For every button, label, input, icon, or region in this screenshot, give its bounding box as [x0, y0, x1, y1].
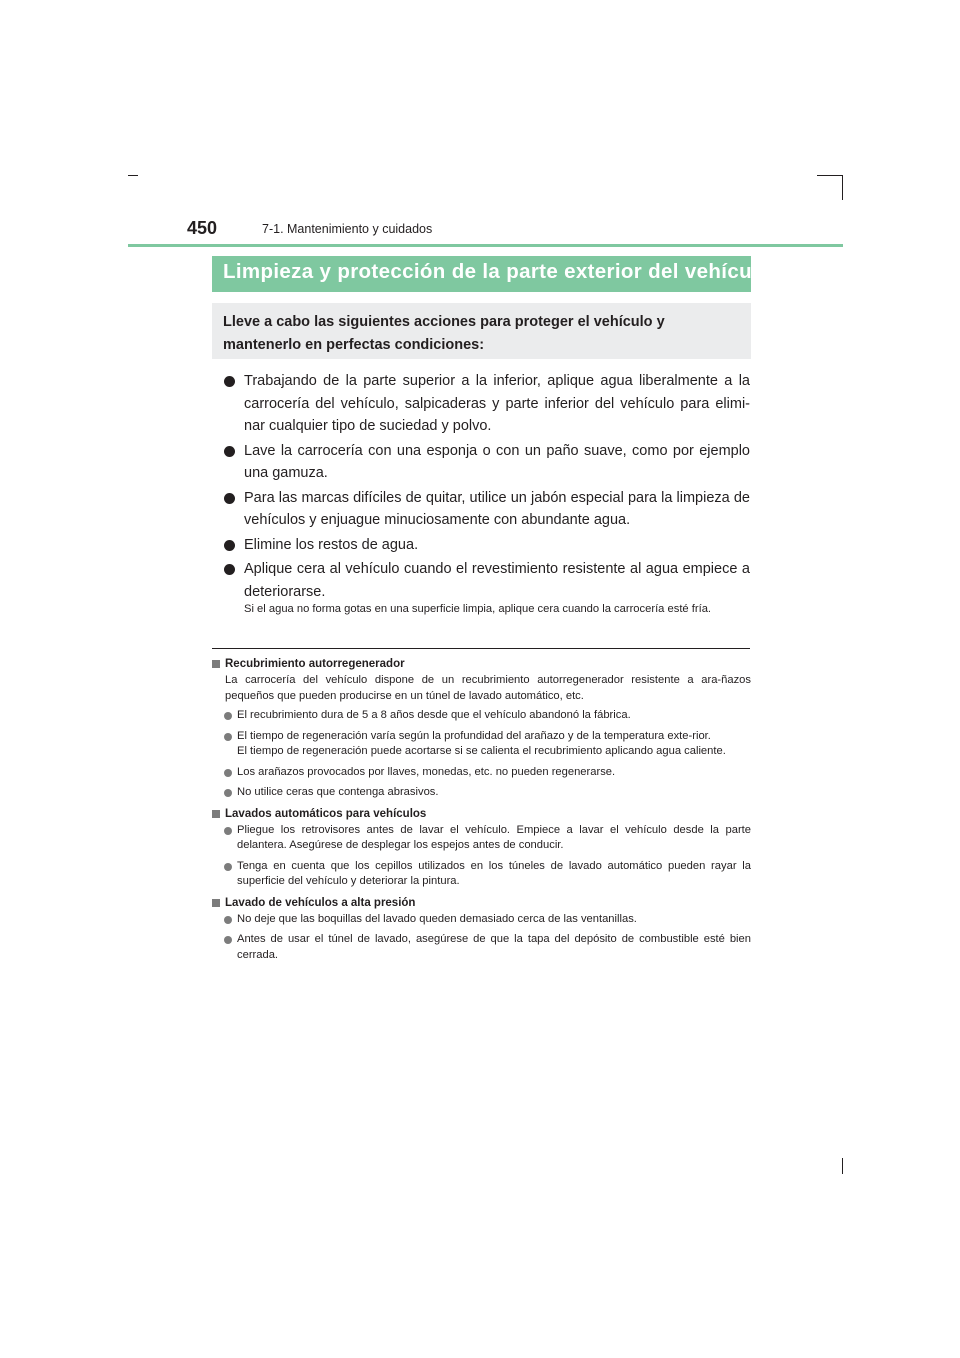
note-body: La carrocería del vehículo dispone de un recubrimiento autorregenerador resistente a ara-ñazos pequeños que pueden producirse en un túnel de lavado automático, etc.: [225, 674, 751, 702]
note-block-self-healing: [212, 656, 751, 801]
main-bullet: [222, 487, 750, 532]
note-title-text: Recubrimiento autorregenerador: [225, 658, 405, 670]
square-bullet-icon: [212, 660, 220, 668]
circle-bullet-icon: [224, 863, 232, 871]
note-block-car-wash: [212, 806, 751, 890]
crop-mark-bottom-right: [842, 1158, 843, 1174]
note-item-text: Pliegue los retrovisores antes de lavar el vehículo. Empiece a lavar el vehículo desde la parte delantera. Asegúrese de desplegar los espejos antes de conducir.: [237, 823, 751, 851]
note-item-text: El tiempo de regeneración varía según la profundidad del arañazo y de la temperatura exte-rior. El tiempo de regeneración puede acortarse si se calienta el recubrimiento aplicando agua caliente.: [237, 729, 726, 757]
circle-bullet-icon: [224, 827, 232, 835]
header-rule: [128, 244, 843, 247]
note-items: [212, 912, 751, 964]
bullet-icon: [224, 493, 235, 504]
circle-bullet-icon: [224, 733, 232, 741]
bullet-icon: [224, 564, 235, 575]
bullet-text: Lave la carrocería con una esponja o con un paño suave, como por ejemplo una gamuza.: [244, 442, 750, 481]
note-item: [212, 708, 751, 724]
note-item: [212, 932, 751, 963]
circle-bullet-icon: [224, 936, 232, 944]
note-item-text: El recubrimiento dura de 5 a 8 años desde que el vehículo abandonó la fábrica.: [237, 709, 631, 721]
circle-bullet-icon: [224, 769, 232, 777]
note-title-text: Lavados automáticos para vehículos: [225, 807, 427, 820]
circle-bullet-icon: [224, 916, 232, 924]
notes-divider: [212, 648, 750, 649]
crop-mark-top-right-v: [842, 175, 843, 200]
square-bullet-icon: [212, 810, 220, 818]
note-block-high-pressure: [212, 895, 751, 964]
bullet-text: Para las marcas difíciles de quitar, utilice un jabón especial para la limpieza de vehículos y enjuague minuciosamente con abundante agua.: [244, 489, 750, 528]
note-item-text: No deje que las boquillas del lavado queden demasiado cerca de las ventanillas.: [237, 912, 637, 925]
note-items: [212, 823, 751, 890]
note-item: [212, 765, 751, 781]
circle-bullet-icon: [224, 789, 232, 797]
note-item: [212, 785, 751, 801]
bullet-icon: [224, 376, 235, 387]
note-item-text: Antes de usar el túnel de lavado, asegúrese de que la tapa del depósito de combustible esté bien cerrada.: [237, 933, 751, 961]
intro-box: Lleve a cabo las siguientes acciones para proteger el vehículo y mantenerlo en perfectas condiciones:: [212, 303, 751, 359]
main-bullet: [222, 558, 750, 603]
note-title: [212, 656, 751, 673]
note-item: [212, 859, 751, 890]
note-items: [212, 708, 751, 801]
note-item: [212, 912, 751, 928]
circle-bullet-icon: [224, 712, 232, 720]
square-bullet-icon: [212, 899, 220, 907]
note-title: [212, 806, 751, 823]
main-bullet: [222, 534, 750, 557]
note-item-text: Los arañazos provocados por llaves, monedas, etc. no pueden regenerarse.: [237, 765, 616, 778]
bullet-icon: [224, 540, 235, 551]
chapter-heading: 7-1. Mantenimiento y cuidados: [262, 222, 433, 236]
bullet-icon: [224, 446, 235, 457]
note-title: [212, 895, 751, 912]
bullet-text: Aplique cera al vehículo cuando el revestimiento resistente al agua empiece a deteriorarse.: [244, 561, 750, 600]
bullet-text: Elimine los restos de agua.: [244, 536, 419, 553]
main-bullet-list: [222, 370, 750, 605]
crop-mark-top-right-h: [817, 175, 842, 176]
note-item: [212, 729, 751, 760]
note-title-text: Lavado de vehículos a alta presión: [225, 896, 416, 909]
note-item-text: Tenga en cuenta que los cepillos utilizados en los túneles de lavado automático pueden rayar la superficie del vehículo y deteriorar la pintura.: [237, 859, 751, 887]
note-item: [212, 823, 751, 854]
crop-mark-top-left: [128, 175, 138, 176]
main-bullet: [222, 440, 750, 485]
bullet-text: Trabajando de la parte superior a la inferior, aplique agua liberalmente a la carrocería del vehículo, salpicaderas y parte inferior del vehículo para elimi-nar cualquier tipo de suciedad y polvo.: [244, 373, 750, 434]
notes-section: [212, 656, 751, 968]
page-number: 450: [187, 218, 218, 238]
bullet-note: Si el agua no forma gotas en una superficie limpia, aplique cera cuando la carrocería esté fría.: [244, 603, 712, 615]
note-item-text: No utilice ceras que contenga abrasivos.: [237, 786, 439, 798]
section-title: Limpieza y protección de la parte exterior del vehículo: [212, 256, 751, 292]
main-bullet: [222, 370, 750, 438]
